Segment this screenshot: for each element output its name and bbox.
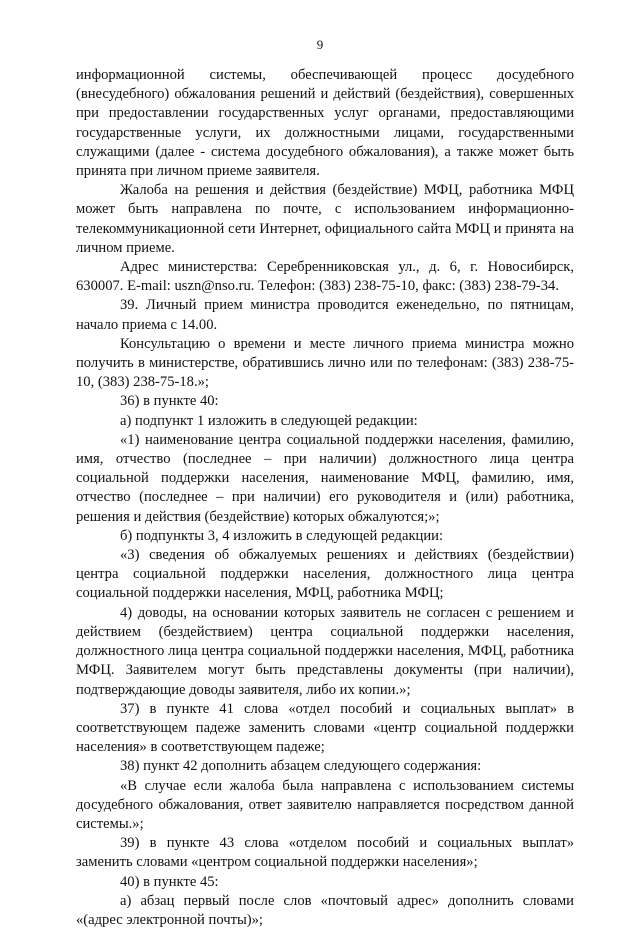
paragraph: 4) доводы, на основании которых заявитель не согласен с решением и действием (бездействием) центра социальной поддержки населения, должностного лица центра социальной поддержки населения, МФЦ, работника МФЦ. Заявителем могут быть представлены документы (при наличии), подтверждающие доводы заявителя, либо их копии.»; bbox=[76, 604, 574, 698]
page-number: 9 bbox=[316, 37, 324, 52]
paragraph: Жалоба на решения и действия (бездействие) МФЦ, работника МФЦ может быть направлена по почте, с использованием информационно-телекоммуникационной сети Интернет, официального сайта МФЦ и принята на личном приеме. bbox=[76, 182, 574, 256]
paragraph: «В случае если жалоба была направлена с использованием системы досудебного обжалования, ответ заявителю направляется посредством данной системы.»; bbox=[76, 777, 574, 832]
paragraph: 40) в пункте 45: bbox=[120, 873, 219, 890]
paragraph: Консультацию о времени и месте личного приема министра можно получить в министерстве, обратившись лично или по телефонам: (383) 238-75-10, (383) 238-75-18.»; bbox=[76, 335, 574, 391]
paragraph: 39. Личный прием министра проводится еженедельно, по пятницам, начало приема с 14.00. bbox=[76, 297, 574, 333]
paragraph: 39) в пункте 43 слова «отделом пособий и социальных выплат» заменить словами «центром социальной поддержки населения»; bbox=[76, 835, 574, 871]
paragraph-continuation: информационной системы, обеспечивающей процесс досудебного (внесудебного) обжалования решений и действий (бездействия), совершенных при предоставлении государственных услуг органами, предоставляющими государственные услуги, их должностными лицами, государственными служащими (далее - система досудебного обжалования), а также может быть принята при личном приеме заявителя. bbox=[76, 67, 574, 180]
paragraph: 36) в пункте 40: bbox=[120, 393, 219, 410]
paragraph: «3) сведения об обжалуемых решениях и действиях (бездействии) центра социальной поддержки населения, должностного лица центра социальной поддержки населения, МФЦ, работника МФЦ; bbox=[76, 547, 574, 602]
document-body bbox=[76, 66, 574, 930]
paragraph: 38) пункт 42 дополнить абзацем следующего содержания: bbox=[120, 758, 482, 775]
paragraph: б) подпункты 3, 4 изложить в следующей редакции: bbox=[120, 527, 444, 544]
paragraph-address: Адрес министерства: Серебренниковская ул., д. 6, г. Новосибирск, 630007. E-mail: uszn@nso.ru. Телефон: (383) 238-75-10, факс: (383) 238-79-34. bbox=[76, 259, 574, 295]
paragraph: а) подпункт 1 изложить в следующей редакции: bbox=[120, 412, 418, 429]
paragraph: а) абзац первый после слов «почтовый адрес» дополнить словами «(адрес электронной почты)»; bbox=[76, 892, 574, 928]
paragraph: 37) в пункте 41 слова «отдел пособий и социальных выплат» в соответствующем падеже заменить словами «центр социальной поддержки населения» в соответствующем падеже; bbox=[76, 700, 574, 756]
paragraph: «1) наименование центра социальной поддержки населения, фамилию, имя, отчество (последнее – при наличии) должностного лица центра социальной поддержки населения, наименование МФЦ, фамилию, имя, отчество (последнее – при наличии) его руководителя и (или) работника, решения и действия (бездействие) которых обжалуются;»; bbox=[76, 431, 574, 525]
